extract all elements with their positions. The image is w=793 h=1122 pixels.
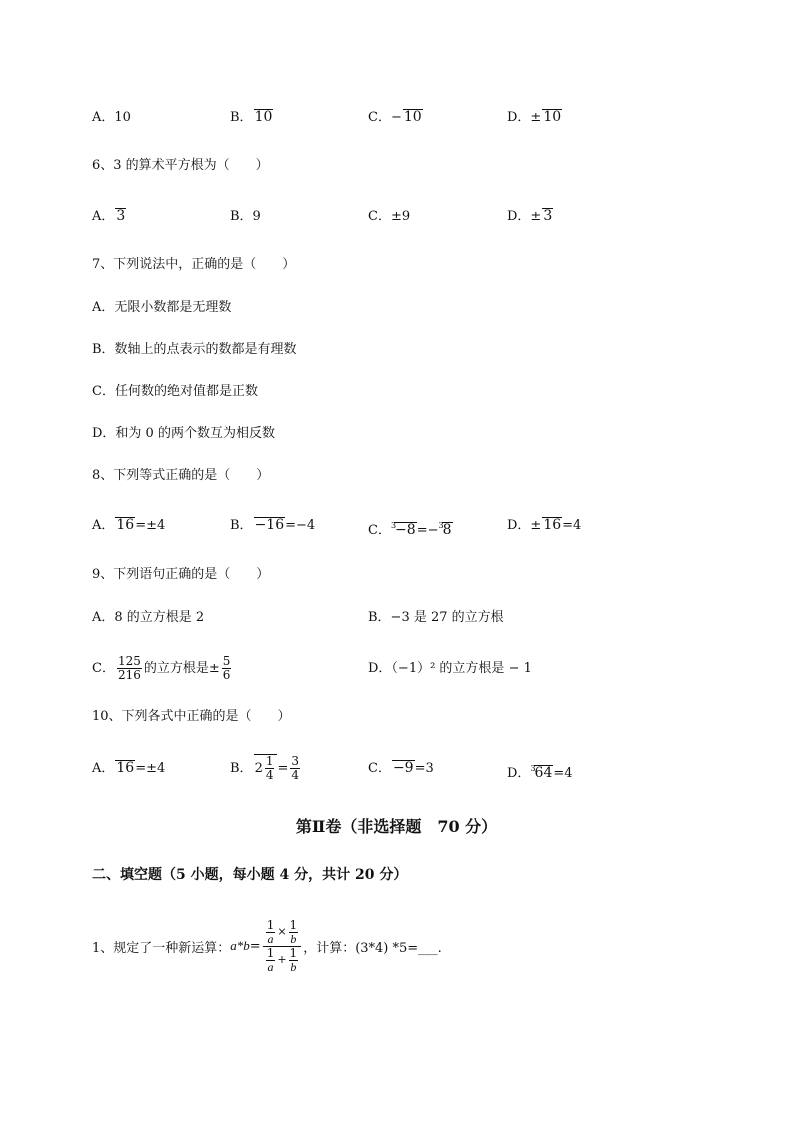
q10-stem: 10、下列各式中正确的是（ ） — [92, 709, 291, 724]
cube-root-radical: 8 — [442, 522, 452, 538]
q6-option-d: D．± 3 — [507, 208, 553, 224]
q9-option-d: D．（−1）² 的立方根是 − 1 — [368, 661, 532, 676]
operation-lhs: a*b — [230, 938, 250, 953]
fraction: $\frac{1}{a}$ — [266, 917, 275, 946]
q6-options — [0, 205, 793, 229]
sqrt-radical: 16 — [116, 760, 135, 776]
q9-option-a: A．8 的立方根是 2 — [92, 610, 205, 625]
fraction: $\frac{125}{216}$ — [117, 654, 141, 682]
q6-option-b: B．9 — [230, 209, 261, 224]
q9-options-row2 — [0, 652, 793, 686]
section2-heading: 二、填空题（5 小题，每小题 4 分，共计 20 分） — [92, 867, 408, 883]
q5-option-b: B． 10 — [230, 109, 273, 125]
sqrt-radical: 3 — [116, 208, 126, 224]
fraction: $\frac{1}{b}$ — [289, 917, 298, 946]
q10-option-a: A． 16=±4 — [92, 760, 166, 776]
q8-stem: 8、下列等式正确的是（ ） — [92, 468, 270, 483]
q7-option-a: A．无限小数都是无理数 — [92, 300, 232, 315]
q5-option-c: C．− 10 — [368, 109, 422, 125]
q5-options — [0, 106, 793, 130]
q9-options-row1 — [0, 606, 793, 630]
fraction: $\frac{1}{b}$ — [289, 945, 298, 974]
fraction: $\frac{5}{6}$ — [222, 654, 231, 682]
sqrt-radical: 10 — [254, 109, 273, 125]
q8-option-d: D．± 16=4 — [507, 517, 582, 533]
q10-options — [0, 750, 793, 788]
q9-option-b: B．−3 是 27 的立方根 — [368, 610, 504, 625]
q5-option-a: A．10 — [92, 110, 131, 125]
fill-question-1: 1、规定了一种新运算： a*b = $\frac{1}{a}$ × $\frac{1}{b}$ $\frac{1}{a}$ + $\frac{1}{b}$ ，计算：(3*4) *5=___. — [92, 917, 442, 974]
q7-option-d: D．和为 0 的两个数互为相反数 — [92, 426, 275, 441]
cube-root-radical: 64 — [534, 765, 553, 781]
part2-title: 第Ⅱ卷（非选择题 70 分） — [295, 817, 498, 836]
q6-option-c: C．±9 — [368, 209, 411, 224]
fraction: $\frac{3}{4}$ — [291, 754, 300, 782]
q10-option-b: B． 2 $\frac{1}{4}$ = $\frac{3}{4}$ — [230, 754, 300, 782]
q7-stem: 7、下列说法中，正确的是（ ） — [92, 257, 296, 272]
q9-option-c: C． $\frac{125}{216}$ 的立方根是± $\frac{5}{6}$ — [92, 654, 231, 682]
q10-option-c: C． −9=3 — [368, 760, 434, 776]
q8-option-a: A． 16=±4 — [92, 517, 166, 533]
cube-root-radical: −8 — [395, 522, 416, 538]
sqrt-radical: 2 $\frac{1}{4}$ — [254, 754, 278, 783]
q10-option-d: D．$^3$64=4 — [507, 764, 573, 781]
complex-fraction: $\frac{1}{a}$ × $\frac{1}{b}$ $\frac{1}{a}$ + $\frac{1}{b}$ — [263, 919, 302, 974]
sqrt-radical: −16 — [254, 517, 285, 533]
sqrt-radical: 10 — [543, 109, 562, 125]
q7-option-b: B．数轴上的点表示的数都是有理数 — [92, 342, 297, 357]
q6-stem: 6、3 的算术平方根为（ ） — [92, 158, 269, 173]
sqrt-radical: 16 — [543, 517, 562, 533]
q6-option-a: A． 3 — [92, 208, 126, 224]
q8-option-c: C．$^3$−8=−$^3$8 — [368, 521, 452, 538]
sqrt-radical: 16 — [116, 517, 135, 533]
q8-options — [0, 514, 793, 538]
q5-option-d: D．± 10 — [507, 109, 562, 125]
fraction: $\frac{1}{4}$ — [265, 754, 274, 782]
q7-option-c: C．任何数的绝对值都是正数 — [92, 384, 258, 399]
sqrt-radical: 10 — [403, 109, 422, 125]
q8-option-b: B． −16=−4 — [230, 517, 316, 533]
sqrt-radical: −9 — [392, 760, 414, 776]
q9-stem: 9、下列语句正确的是（ ） — [92, 567, 270, 582]
sqrt-radical: 3 — [543, 208, 553, 224]
fraction: $\frac{1}{a}$ — [266, 945, 275, 974]
